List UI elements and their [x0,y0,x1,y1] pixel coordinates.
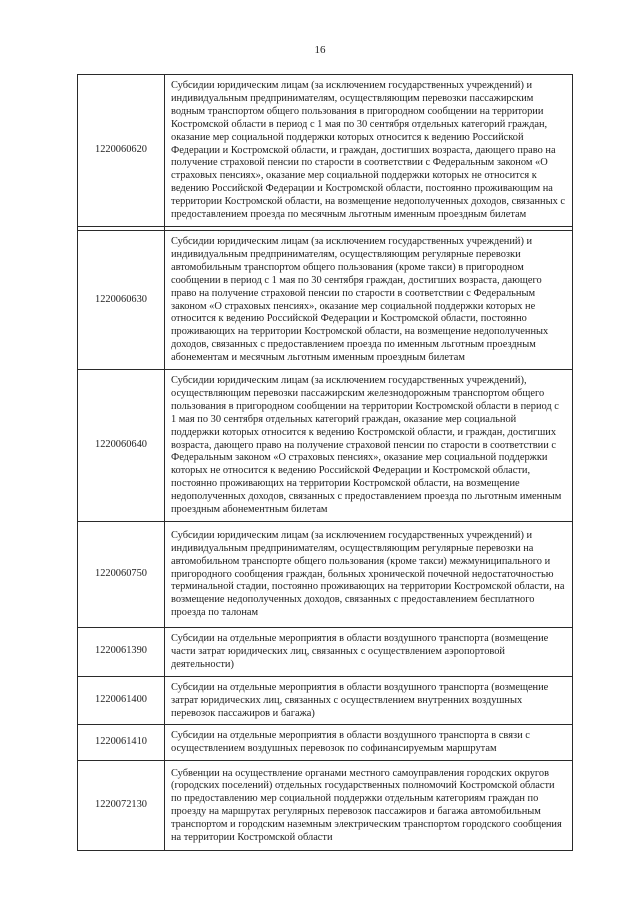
page-number: 16 [314,44,326,56]
row-description: Субсидии на отдельные мероприятия в области воздушного транспорта (возмещение части затрат юридических лиц, связанных с осуществлением аэропортовой деятельности) [165,628,573,677]
row-description: Субсидии юридическим лицам (за исключением государственных учреждений), осуществляющим перевозки пассажирским железнодорожным транспортом общего пользования в пригородном сообщении на территории Костромской области в период с 1 мая по 30 сентября отдельных категорий граждан, оказание мер социальной поддержки которых относится к ведению Костромской области, и граждан, достигших возраста, дающего право на получение страховой пенсии по старости в соответствии с Федеральным законом «О страховых пенсиях», оказание мер социальной поддержки которых не относится к ведению Российской Федерации и Костромской области, постоянно проживающих на территории Костромской области, на возмещение недополученных доходов, связанных с предоставлением проезда по льготным именным проездным абонементным билетам [165,370,573,522]
row-code: 1220060750 [78,522,165,628]
table-row [78,370,573,522]
row-description: Субсидии на отдельные мероприятия в области воздушного транспорта в связи с осуществлением воздушных перевозок по софинансируемым маршрутам [165,725,573,761]
table-row [78,230,573,369]
row-code: 1220060630 [78,230,165,369]
table-row [78,522,573,628]
row-code: 1220061400 [78,676,165,725]
table-row [78,628,573,677]
row-description: Субвенции на осуществление органами местного самоуправления городских округов (городских поселений) отдельных государственных полномочий Костромской области по предоставлению мер социальной поддержки отдельным категориям граждан по проезду на маршрутах регулярных перевозок пассажиров и багажа автомобильным транспортом и городским наземным электрическим транспортом городского сообщения на территории Костромской области [165,761,573,851]
row-code: 1220072130 [78,761,165,851]
table-row [78,75,573,227]
table-row [78,676,573,725]
row-code: 1220061410 [78,725,165,761]
row-description: Субсидии на отдельные мероприятия в области воздушного транспорта (возмещение затрат юридических лиц, связанных с осуществлением внутренних воздушных перевозок пассажиров и багажа) [165,676,573,725]
budget-classification-table [77,74,573,851]
row-code: 1220060640 [78,370,165,522]
table-row [78,761,573,851]
row-code: 1220061390 [78,628,165,677]
row-description: Субсидии юридическим лицам (за исключением государственных учреждений) и индивидуальным предпринимателям, осуществляющим регулярные перевозки автомобильным транспортом общего пользования (кроме такси) в пригородном сообщении в период с 1 мая по 30 сентября граждан, достигших возраста, дающего право на получение страховой пенсии по старости в соответствии с Федеральным законом «О страховых пенсиях», оказание мер социальной поддержки которых не относится к ведению Российской Федерации и Костромской области, постоянно проживающих на территории Костромской области, на возмещение недополученных доходов, связанных с предоставлением проезда по именным льготным проездным абонементам и месячным льготным именным проездным билетам [165,230,573,369]
row-code: 1220060620 [78,75,165,227]
row-description: Субсидии юридическим лицам (за исключением государственных учреждений) и индивидуальным предпринимателям, осуществляющим регулярные перевозки на автомобильном транспорте общего пользования (кроме такси) межмуниципального и пригородного сообщения граждан, больных хронической почечной недостаточностью терминальной стадии, постоянно проживающих на территории Костромской области, на возмещение недополученных доходов, связанных с предоставлением бесплатного проезда по талонам [165,522,573,628]
row-description: Субсидии юридическим лицам (за исключением государственных учреждений) и индивидуальным предпринимателям, осуществляющим перевозки пассажирским водным транспортом общего пользования в пригородном сообщении на территории Костромской области в период с 1 мая по 30 сентября отдельных категорий граждан, оказание мер социальной поддержки которых относится к ведению Российской Федерации и Костромской области, и граждан, достигших возраста, дающего право на получение страховой пенсии по старости в соответствии с Федеральным законом «О страховых пенсиях», оказание мер социальной поддержки которых не относится к ведению Российской Федерации и Костромской области, постоянно проживающим на территории Костромской области, на возмещение недополученных доходов, связанных с предоставлением проезда по месячным льготным именным проездным билетам [165,75,573,227]
table-row [78,725,573,761]
